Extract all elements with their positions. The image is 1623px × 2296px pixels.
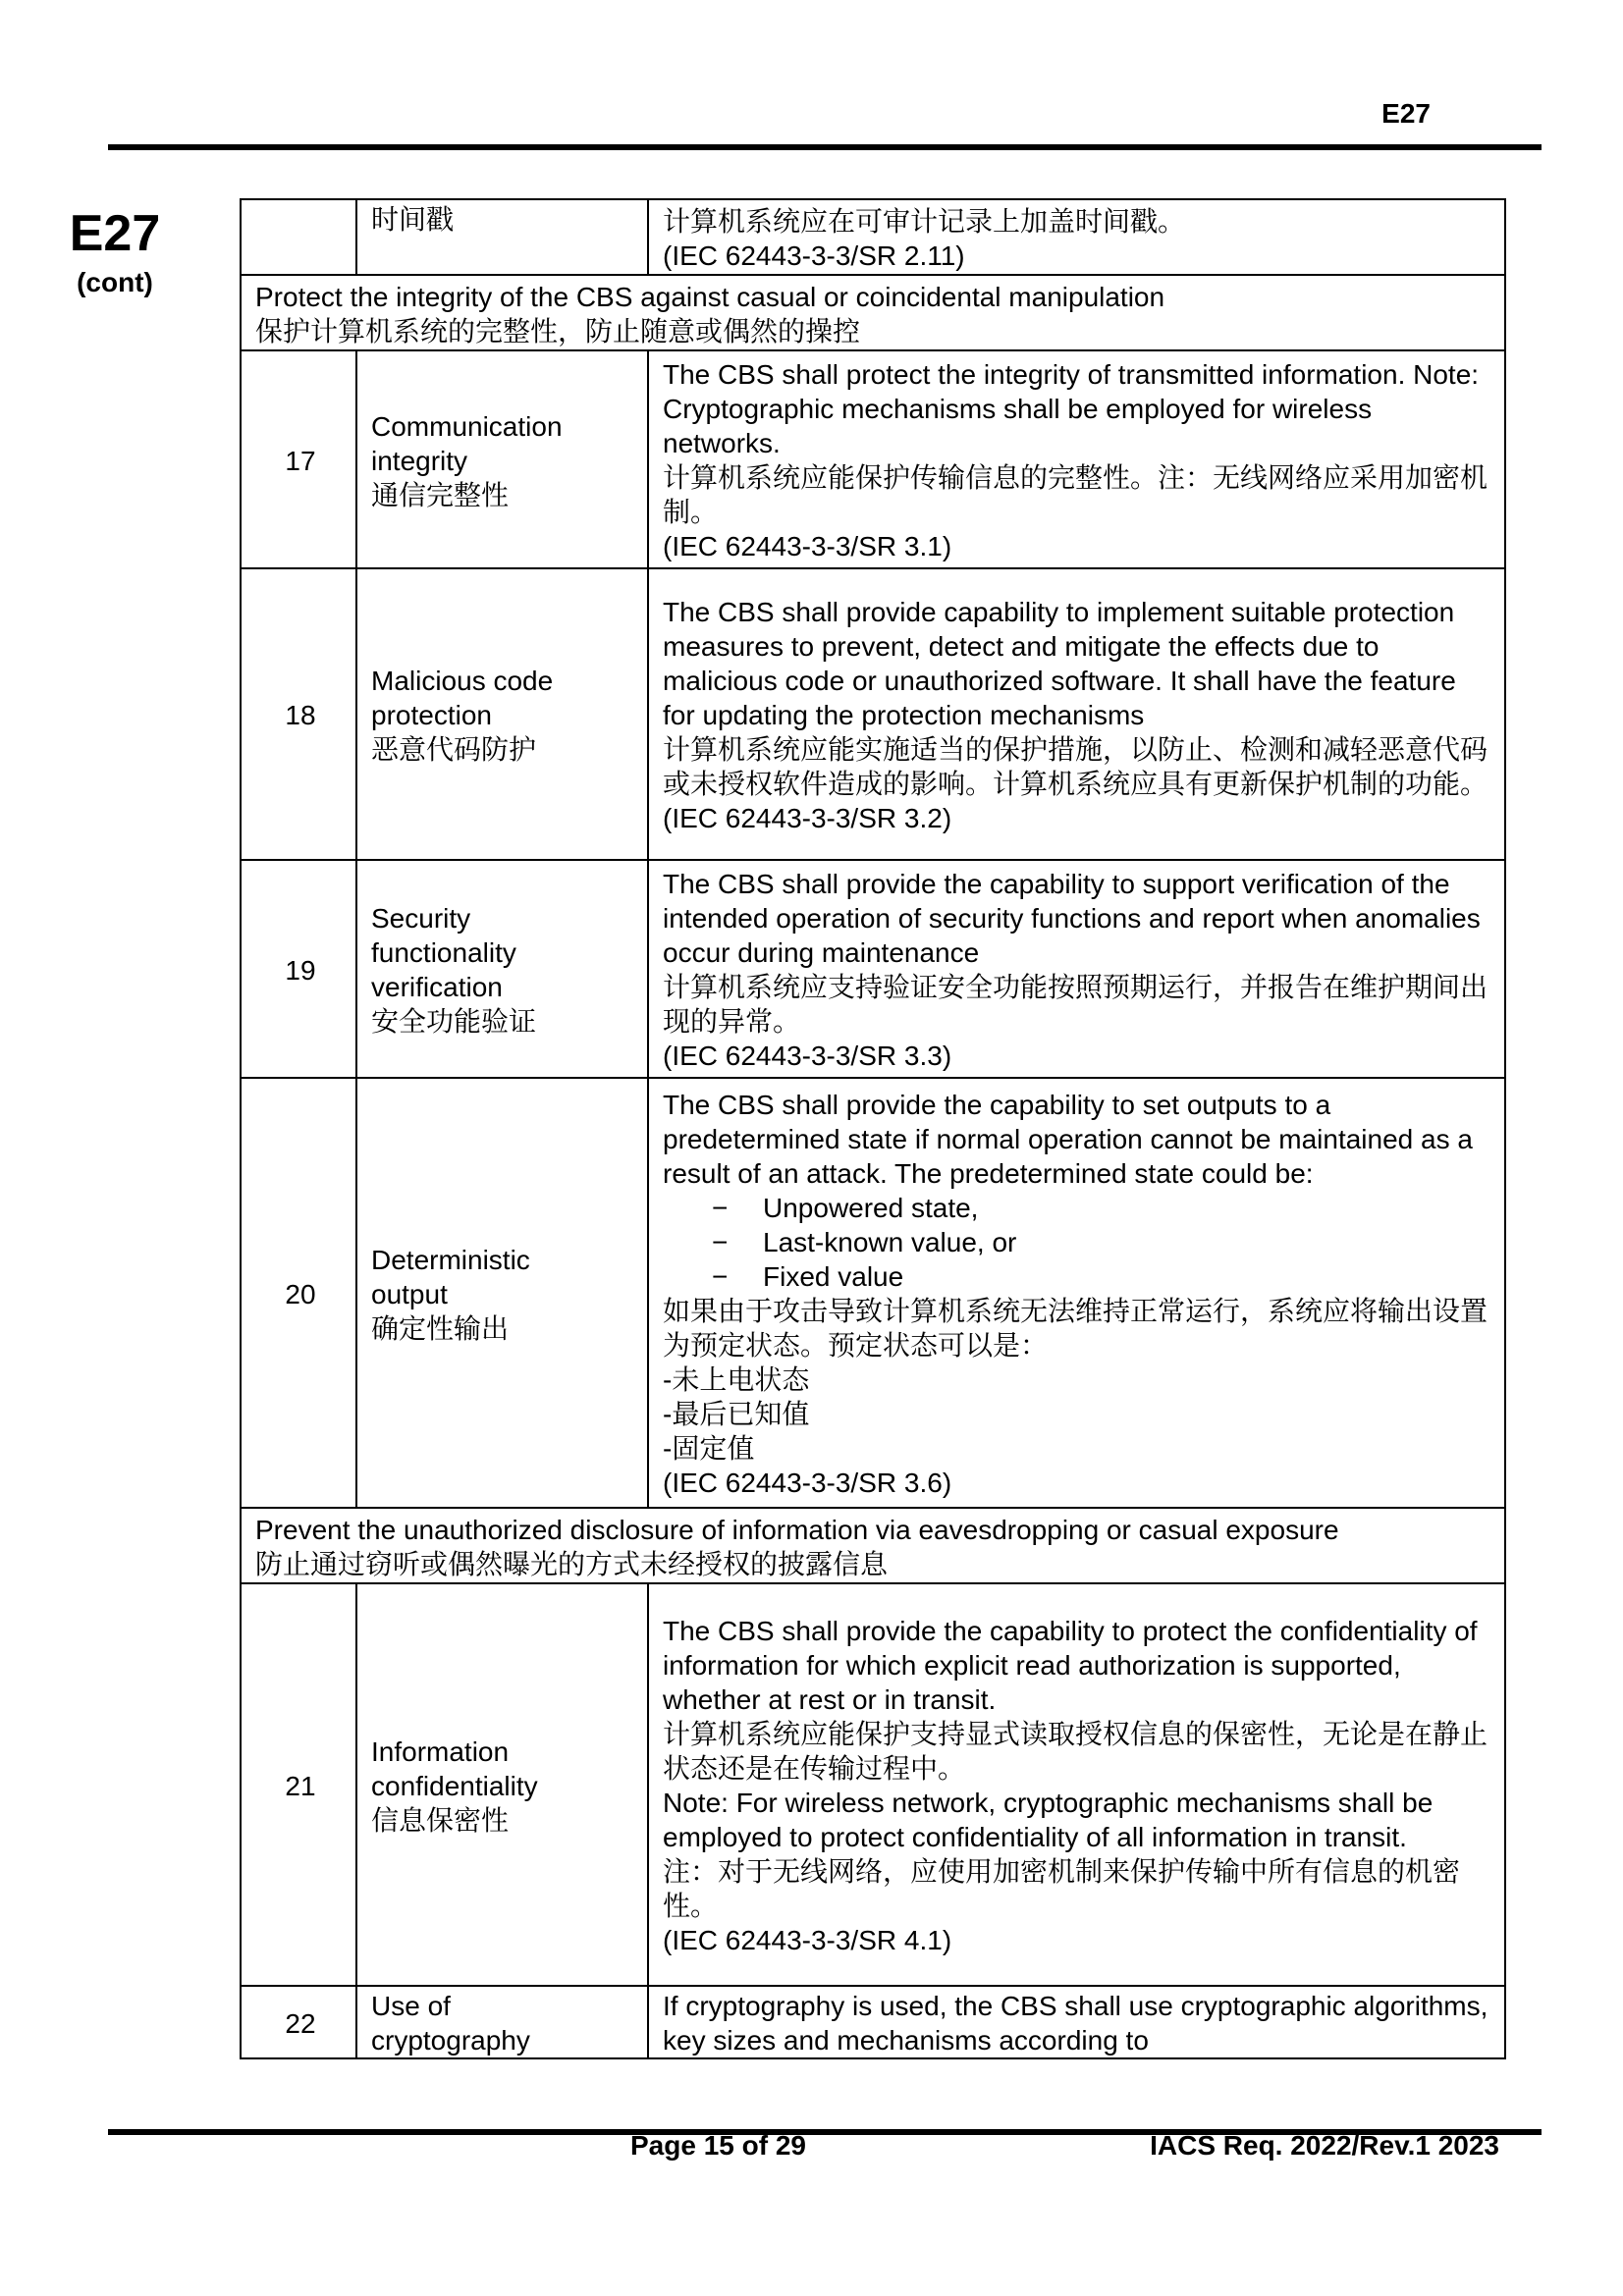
name-cell: Use of cryptography xyxy=(356,1986,648,2058)
num-cell: 17 xyxy=(241,350,356,568)
requirement-cell: The CBS shall protect the integrity of transmitted information. Note: Cryptographic mechanisms shall be employed for wireless networks. 计算机系统应能保护传输信息的完整性。注：无线网络应采用加密机制。 (IEC 62443-3-3/SR 3.1) xyxy=(648,350,1505,568)
section-row xyxy=(241,1508,1505,1583)
num-cell: 20 xyxy=(241,1078,356,1508)
section-heading: Prevent the unauthorized disclosure of information via eavesdropping or casual exposure 防止通过窃听或偶然曝光的方式未经授权的披露信息 xyxy=(241,1508,1505,1583)
state-list xyxy=(663,1191,1494,1294)
requirement-cell: The CBS shall provide capability to implement suitable protection measures to prevent, detect and mitigate the effects due to malicious code or unauthorized software. It shall have the feature for updating the protection mechanisms 计算机系统应能实施适当的保护措施，以防止、检测和减轻恶意代码或未授权软件造成的影响。计算机系统应具有更新保护机制的功能。 (IEC 62443-3-3/SR 3.2) xyxy=(648,568,1505,860)
name-cell: Communication integrity 通信完整性 xyxy=(356,350,648,568)
side-label xyxy=(61,205,169,298)
requirement-cell: The CBS shall provide the capability to protect the confidentiality of information for which explicit read authorization is supported, whether at rest or in transit. 计算机系统应能保护支持显式读取授权信息的保密性，无论是在静止状态还是在传输过程中。 Note: For wireless network, cryptographic mechanisms shall be employed to protect confidentiality of all information in transit. 注：对于无线网络，应使用加密机制来保护传输中所有信息的机密性。 (IEC 62443-3-3/SR 4.1) xyxy=(648,1583,1505,1986)
side-cont: (cont) xyxy=(77,267,153,297)
section-heading: Protect the integrity of the CBS against casual or coincidental manipulation 保护计算机系统的完整性，防止随意或偶然的操控 xyxy=(241,275,1505,350)
name-cell: Malicious code protection 恶意代码防护 xyxy=(356,568,648,860)
table-row xyxy=(241,350,1505,568)
name-cell: Security functionality verification 安全功能验证 xyxy=(356,860,648,1078)
header-rule xyxy=(108,144,1542,150)
list-item: − Unpowered state, xyxy=(712,1191,1494,1225)
section-row xyxy=(241,275,1505,350)
name-cell: Information confidentiality 信息保密性 xyxy=(356,1583,648,1986)
requirement-cell: If cryptography is used, the CBS shall use cryptographic algorithms, key sizes and mechanisms according to xyxy=(648,1986,1505,2058)
list-item: − Last-known value, or xyxy=(712,1225,1494,1259)
num-cell: 22 xyxy=(241,1986,356,2058)
list-item: − Fixed value xyxy=(712,1259,1494,1294)
table-row xyxy=(241,199,1505,275)
table-row xyxy=(241,568,1505,860)
table-row xyxy=(241,1583,1505,1986)
requirement-cell: The CBS shall provide the capability to support verification of the intended operation of security functions and report when anomalies occur during maintenance 计算机系统应支持验证安全功能按照预期运行，并报告在维护期间出现的异常。 (IEC 62443-3-3/SR 3.3) xyxy=(648,860,1505,1078)
num-cell xyxy=(241,199,356,275)
num-cell: 19 xyxy=(241,860,356,1078)
table-row xyxy=(241,860,1505,1078)
table-row xyxy=(241,1078,1505,1508)
side-code: E27 xyxy=(69,205,161,262)
table-row xyxy=(241,1986,1505,2058)
requirement-cell: 计算机系统应在可审计记录上加盖时间戳。 (IEC 62443-3-3/SR 2.11) xyxy=(648,199,1505,275)
num-cell: 18 xyxy=(241,568,356,860)
requirement-cell: The CBS shall provide the capability to set outputs to a predetermined state if normal operation cannot be maintained as a result of an attack. The predetermined state could be: − Unpowered state, − Last-known value, or − Fixed value 如果由于攻击导致计算机系统无法维持正常运行，系统应将输出设置为预定状态。预定状态可以是： -未上电状态 -最后已知值 -固定值 (IEC 62443-3-3/SR 3.6) xyxy=(648,1078,1505,1508)
num-cell: 21 xyxy=(241,1583,356,1986)
document-reference: IACS Req. 2022/Rev.1 2023 xyxy=(1150,2130,1499,2161)
header-code: E27 xyxy=(1381,98,1431,129)
requirements-table xyxy=(240,198,1506,2059)
name-cell: 时间戳 xyxy=(356,199,648,275)
name-cell: Deterministic output 确定性输出 xyxy=(356,1078,648,1508)
page-number: Page 15 of 29 xyxy=(630,2130,806,2161)
